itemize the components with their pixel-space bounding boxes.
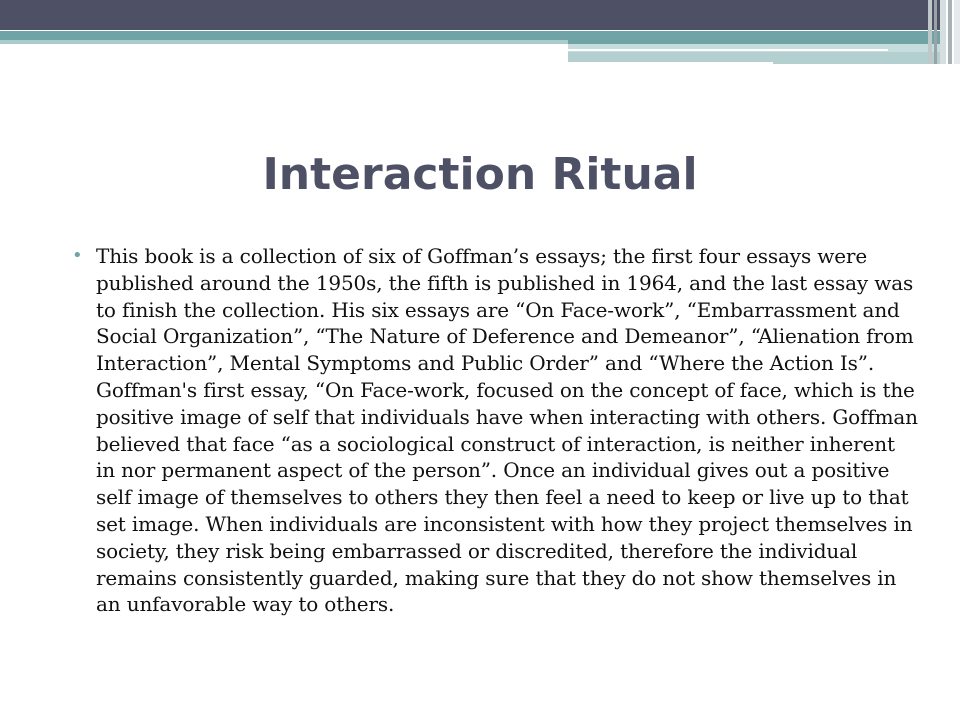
bullet-text: This book is a collection of six of Goffman’s essays; the first four essays were published around the 1950s, the fifth is published in 1964, and the last essay was to finish the collection. His six essays are “On Face-work”, “Embarrassment and Social Organization”, “The Nature of Deference and Demeanor”, “Alienation from Interaction”, Mental Symptoms and Public Order” and “Where the Action Is”. Goffman's first essay, “On Face-work, focused on the concept of face, which is the positive image of self that individuals have when interacting with others. Goffman believed that face “as a sociological construct of interaction, is neither inherent in nor permanent aspect of the person”. Once an individual gives out a positive self image of themselves to others they then feel a need to keep or live up to that set image. When individuals are inconsistent with how they project themselves in society, they risk being embarrassed or discredited, therefore the individual remains consistently guarded, making sure that they do not show themselves in an unfavorable way to others. [96, 244, 918, 617]
edge-decoration [928, 0, 932, 64]
bullet-list [70, 243, 918, 618]
edge-decoration [948, 0, 952, 64]
header-dark-bar [0, 0, 940, 30]
edge-decoration [934, 0, 937, 64]
header-accent-line [568, 49, 888, 51]
header-accent-line-lower [568, 62, 773, 64]
edge-decoration [954, 0, 960, 64]
bullet-item [70, 243, 918, 618]
bullet-dot-icon: • [72, 245, 83, 266]
header-teal-highlight [0, 40, 568, 44]
slide-title: Interaction Ritual [262, 149, 698, 200]
edge-decoration [940, 0, 946, 64]
